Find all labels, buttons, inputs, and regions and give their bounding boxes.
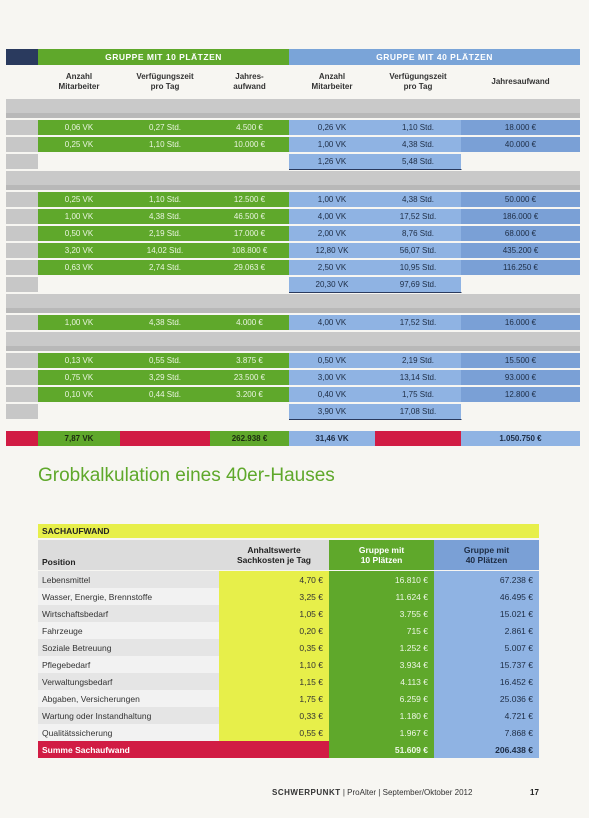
table-cell: 17.000 €: [210, 226, 290, 241]
table-row: [6, 226, 580, 241]
table-row: [38, 571, 539, 588]
table-cell: 10,95 Std.: [375, 260, 462, 275]
value-cell: 46.495 €: [434, 588, 539, 605]
table-row: [6, 243, 580, 258]
table-cell: 2,19 Std.: [375, 353, 462, 368]
position-label: Pflegebedarf: [38, 656, 219, 673]
position-label: Soziale Betreuung: [38, 639, 219, 656]
row-marker: [6, 260, 38, 275]
row-marker: [6, 387, 38, 402]
table-cell: 10.000 €: [210, 137, 290, 152]
table-cell: 12.800 €: [461, 387, 580, 402]
value-cell: 0,35 €: [219, 639, 329, 656]
table-cell: [38, 154, 120, 169]
value-cell: 6.259 €: [329, 690, 434, 707]
table-cell: 17,52 Std.: [375, 209, 462, 224]
table-cell: 1,10 Std.: [375, 120, 462, 135]
table-cell: 1,10 Std.: [120, 192, 211, 207]
table-cell: 1,26 VK: [289, 154, 376, 170]
value-cell: 7.868 €: [434, 724, 539, 741]
table-cell: 15.500 €: [461, 353, 580, 368]
table-cell: 4,38 Std.: [375, 137, 462, 152]
section-divider: [6, 308, 580, 313]
footer-publication: ProAlter: [347, 788, 377, 797]
value-cell: 67.238 €: [434, 571, 539, 588]
table-cell: [210, 277, 289, 292]
col-position: Position: [38, 540, 219, 570]
table-cell: 0,25 VK: [38, 137, 121, 152]
table-cell: 17,08 Std.: [375, 404, 462, 420]
table-cell: [120, 154, 210, 169]
table-cell: 4,38 Std.: [120, 209, 211, 224]
value-cell: 4,70 €: [219, 571, 329, 588]
table-cell: 12,80 VK: [289, 243, 376, 258]
table-cell: 40.000 €: [461, 137, 580, 152]
value-cell: 1.180 €: [329, 707, 434, 724]
table-cell: 97,69 Std.: [375, 277, 462, 293]
row-marker: [6, 137, 38, 152]
table-cell: [210, 154, 289, 169]
value-cell: 1.252 €: [329, 639, 434, 656]
table-cell: 5,48 Std.: [375, 154, 462, 170]
table-cell: [461, 154, 580, 169]
table-cell: 2,19 Std.: [120, 226, 211, 241]
col-header: Verfügungszeit pro Tag: [136, 72, 194, 91]
table-cell: 3,00 VK: [289, 370, 376, 385]
table-cell: [210, 404, 289, 419]
table-cell: 50.000 €: [461, 192, 580, 207]
table-row: [6, 260, 580, 275]
table-row: [6, 209, 580, 224]
table-row: [38, 724, 539, 741]
table-cell: 29.063 €: [210, 260, 290, 275]
table-cell: 68.000 €: [461, 226, 580, 241]
row-marker: [6, 277, 38, 292]
row-marker: [6, 120, 38, 135]
value-cell: 1,15 €: [219, 673, 329, 690]
sum-g40: 206.438 €: [434, 741, 539, 758]
table-cell: 3.200 €: [210, 387, 290, 402]
position-label: Fahrzeuge: [38, 622, 219, 639]
row-marker: [6, 154, 38, 169]
table-row: [38, 639, 539, 656]
value-cell: 3.755 €: [329, 605, 434, 622]
table-cell: 1,75 Std.: [375, 387, 462, 402]
footer-date: September/Oktober 2012: [382, 788, 473, 797]
table-cell: 435.200 €: [461, 243, 580, 258]
table-cell: 2,74 Std.: [120, 260, 211, 275]
table-cell: 1,00 VK: [289, 137, 376, 152]
row-marker: [6, 192, 38, 207]
table-cell: 20,30 VK: [289, 277, 376, 293]
table-cell: 1,10 Std.: [120, 137, 211, 152]
section-divider: [6, 113, 580, 118]
col-gruppe-40: Gruppe mit 40 Plätzen: [434, 540, 539, 570]
value-cell: 0,33 €: [219, 707, 329, 724]
total-cell: 262.938 €: [210, 431, 290, 446]
table-cell: 108.800 €: [210, 243, 290, 258]
table-cell: 0,10 VK: [38, 387, 121, 402]
total-cell: 7,87 VK: [38, 431, 121, 446]
table-cell: 4,00 VK: [289, 315, 376, 330]
table-cell: 1,00 VK: [38, 209, 121, 224]
position-label: Wasser, Energie, Brennstoffe: [38, 588, 219, 605]
table-row: [38, 707, 539, 724]
section-divider: [6, 332, 580, 346]
header-group-10: GRUPPE MIT 10 PLÄTZEN: [38, 49, 289, 65]
table-cell: 4.500 €: [210, 120, 290, 135]
table-cell: 4.000 €: [210, 315, 290, 330]
sum-row: [38, 741, 539, 758]
value-cell: 15.737 €: [434, 656, 539, 673]
total-cell: 31,46 VK: [289, 431, 376, 446]
sachaufwand-header: SACHAUFWAND: [38, 524, 539, 538]
table-row: [38, 656, 539, 673]
table-cell: 3,20 VK: [38, 243, 121, 258]
value-cell: 0,55 €: [219, 724, 329, 741]
table-row: [6, 353, 580, 368]
page-number: 17: [530, 788, 539, 797]
table-cell: 4,38 Std.: [120, 315, 211, 330]
table-row: [6, 315, 580, 330]
table-cell: 0,27 Std.: [120, 120, 211, 135]
value-cell: 5.007 €: [434, 639, 539, 656]
table-cell: 0,50 VK: [289, 353, 376, 368]
footer-section: SCHWERPUNKT: [272, 788, 341, 797]
table-row: [38, 588, 539, 605]
value-cell: 15.021 €: [434, 605, 539, 622]
table-cell: 0,63 VK: [38, 260, 121, 275]
sachaufwand-header-row: [38, 524, 539, 538]
position-label: Abgaben, Versicherungen: [38, 690, 219, 707]
table-row: [6, 404, 580, 419]
table-cell: 116.250 €: [461, 260, 580, 275]
table-row: [38, 673, 539, 690]
table-row: [38, 622, 539, 639]
table-cell: 23.500 €: [210, 370, 290, 385]
table-cell: 12.500 €: [210, 192, 290, 207]
table-cell: 14,02 Std.: [120, 243, 211, 258]
table-cell: [461, 277, 580, 292]
col-anhaltswerte: Anhaltswerte Sachkosten je Tag: [219, 540, 329, 570]
table-row: [6, 387, 580, 402]
table-cell: 0,44 Std.: [120, 387, 211, 402]
table-cell: 2,00 VK: [289, 226, 376, 241]
value-cell: 16.810 €: [329, 571, 434, 588]
table-cell: 0,26 VK: [289, 120, 376, 135]
table-cell: 0,55 Std.: [120, 353, 211, 368]
table-cell: 17,52 Std.: [375, 315, 462, 330]
value-cell: 2.861 €: [434, 622, 539, 639]
value-cell: 4.721 €: [434, 707, 539, 724]
table-row: [6, 370, 580, 385]
table-cell: 56,07 Std.: [375, 243, 462, 258]
row-marker: [6, 353, 38, 368]
table-row: [6, 137, 580, 152]
position-label: Lebensmittel: [38, 571, 219, 588]
total-row: [6, 431, 580, 446]
sum-label: Summe Sachaufwand: [38, 741, 329, 758]
table-cell: [38, 404, 120, 419]
table-cell: 4,38 Std.: [375, 192, 462, 207]
table-cell: 16.000 €: [461, 315, 580, 330]
table-cell: 3.875 €: [210, 353, 290, 368]
table-row: [6, 154, 580, 169]
section-title: Grobkalkulation eines 40er-Hauses: [38, 465, 335, 486]
table-cell: 0,25 VK: [38, 192, 121, 207]
row-marker: [6, 404, 38, 419]
col-header: Verfügungszeit pro Tag: [389, 72, 447, 91]
value-cell: 1,75 €: [219, 690, 329, 707]
table-cell: 0,50 VK: [38, 226, 121, 241]
total-cell: 1.050.750 €: [461, 431, 581, 446]
table-cell: 0,06 VK: [38, 120, 121, 135]
col-header: Anzahl Mitarbeiter: [58, 72, 100, 91]
total-cell: [120, 431, 210, 446]
section-divider: [6, 294, 580, 308]
position-label: Wartung oder Instandhaltung: [38, 707, 219, 724]
table-cell: 186.000 €: [461, 209, 580, 224]
header-group-40: GRUPPE MIT 40 PLÄTZEN: [289, 49, 580, 65]
row-marker: [6, 209, 38, 224]
table-cell: 0,75 VK: [38, 370, 121, 385]
table-cell: 8,76 Std.: [375, 226, 462, 241]
value-cell: 715 €: [329, 622, 434, 639]
table-cell: 1,00 VK: [289, 192, 376, 207]
table-row: [6, 192, 580, 207]
position-label: Verwaltungsbedarf: [38, 673, 219, 690]
row-marker: [6, 370, 38, 385]
value-cell: 11.624 €: [329, 588, 434, 605]
table-cell: 3,29 Std.: [120, 370, 211, 385]
table-cell: 3,90 VK: [289, 404, 376, 420]
value-cell: 1.967 €: [329, 724, 434, 741]
value-cell: 0,20 €: [219, 622, 329, 639]
value-cell: 1,10 €: [219, 656, 329, 673]
table-row: [38, 690, 539, 707]
value-cell: 1,05 €: [219, 605, 329, 622]
section-divider: [6, 346, 580, 351]
col-header: Jahresaufwand: [491, 77, 550, 86]
table-cell: 2,50 VK: [289, 260, 376, 275]
table-cell: 46.500 €: [210, 209, 290, 224]
row-marker: [6, 226, 38, 241]
value-cell: 16.452 €: [434, 673, 539, 690]
value-cell: 3,25 €: [219, 588, 329, 605]
value-cell: 25.036 €: [434, 690, 539, 707]
section-divider: [6, 171, 580, 185]
total-marker: [6, 431, 38, 446]
table-row: [6, 277, 580, 292]
row-marker: [6, 315, 38, 330]
section-divider: [6, 185, 580, 190]
table-cell: 0,40 VK: [289, 387, 376, 402]
table-cell: 18.000 €: [461, 120, 580, 135]
table-cell: 4,00 VK: [289, 209, 376, 224]
table-cell: [120, 404, 210, 419]
row-marker: [6, 243, 38, 258]
table-cell: [461, 404, 580, 419]
total-cell: [375, 431, 461, 446]
table-cell: 93.000 €: [461, 370, 580, 385]
value-cell: 3.934 €: [329, 656, 434, 673]
col-header: Jahres- aufwand: [233, 72, 266, 91]
table-cell: [120, 277, 210, 292]
column-header-row: [38, 540, 539, 570]
table-row: [38, 605, 539, 622]
header-dark-block: [6, 49, 38, 65]
sum-g10: 51.609 €: [329, 741, 434, 758]
position-label: Wirtschaftsbedarf: [38, 605, 219, 622]
table-cell: 13,14 Std.: [375, 370, 462, 385]
table-cell: 0,13 VK: [38, 353, 121, 368]
page-footer: SCHWERPUNKT | ProAlter | September/Oktober 2012: [272, 788, 473, 797]
position-label: Qualitätssicherung: [38, 724, 219, 741]
col-header: Anzahl Mitarbeiter: [311, 72, 353, 91]
section-divider: [6, 99, 580, 113]
table-cell: 1,00 VK: [38, 315, 121, 330]
value-cell: 4.113 €: [329, 673, 434, 690]
table-row: [6, 120, 580, 135]
col-gruppe-10: Gruppe mit 10 Plätzen: [329, 540, 434, 570]
table-cell: [38, 277, 120, 292]
